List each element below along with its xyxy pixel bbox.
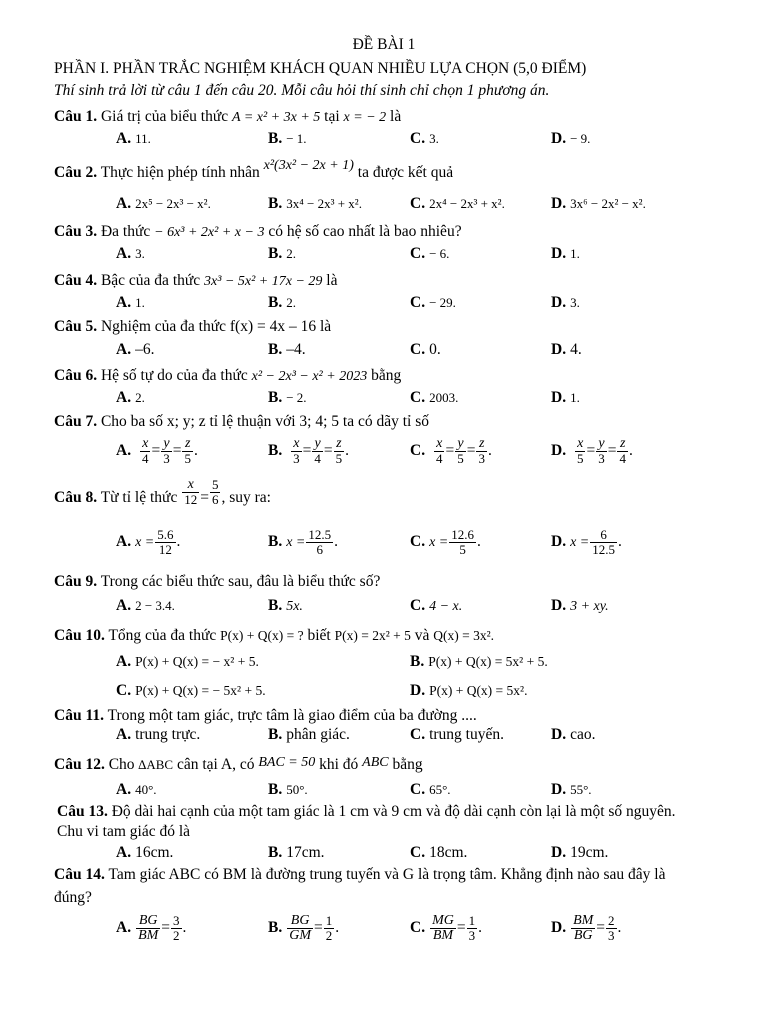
- question-number: Câu 7.: [54, 413, 98, 430]
- question-text: bằng: [392, 756, 423, 773]
- question-text: Cho ba số x; y; z tỉ lệ thuận với 3; 4; 5 ta có dãy tỉ số: [100, 413, 430, 430]
- question-text: Tam giác ABC có BM là đường trung tuyến và G là trọng tâm. Khẳng định nào sau đây là: [108, 866, 666, 883]
- option-d[interactable]: D. 1.: [551, 245, 580, 262]
- question-number: Câu 4.: [54, 272, 98, 289]
- option-a[interactable]: A. 2x⁵ − 2x³ − x².: [116, 195, 211, 212]
- option-d[interactable]: D. $\frac{x}{5}$ = $\frac{y}{3}$ = $\frac{z}{4}$ .: [551, 436, 633, 466]
- option-d[interactable]: D. $\frac{BM}{BG}$ = $\frac{2}{3}$ .: [551, 913, 622, 943]
- question-text: cân tại A, có: [176, 756, 255, 773]
- question-text: Cho: [108, 756, 135, 773]
- question-math: ∆ABC: [138, 757, 174, 772]
- option-c[interactable]: C. $\frac{MG}{BM}$ = $\frac{1}{3}$ .: [410, 913, 482, 943]
- option-d[interactable]: D. 1.: [551, 389, 580, 406]
- question-text: , suy ra:: [221, 489, 271, 507]
- question-math: BAC = 50: [258, 755, 316, 770]
- question-4: [54, 272, 719, 291]
- option-b[interactable]: B. $\frac{x}{3}$ = $\frac{y}{4}$ = $\frac{z}{5}$ .: [268, 436, 349, 466]
- option-b[interactable]: B. –4.: [268, 341, 306, 358]
- question-text: Bậc của đa thức: [100, 272, 201, 289]
- option-b[interactable]: B. 2.: [268, 245, 296, 262]
- question-number: Câu 10.: [54, 627, 105, 644]
- option-c[interactable]: C. − 6.: [410, 245, 450, 262]
- option-d[interactable]: D. P(x) + Q(x) = 5x².: [410, 682, 528, 699]
- option-a[interactable]: A. –6.: [116, 341, 155, 358]
- question-text: Giá trị của biểu thức: [100, 108, 229, 125]
- question-text: Trong các biểu thức sau, đâu là biểu thức số?: [100, 573, 381, 590]
- question-2: [54, 158, 719, 183]
- question-math: x²(3x² − 2x + 1): [263, 158, 354, 173]
- option-c[interactable]: C. P(x) + Q(x) = − 5x² + 5.: [116, 682, 266, 699]
- question-7: [54, 413, 719, 432]
- question-3: [54, 223, 719, 242]
- question-text: Thực hiện phép tính nhân: [100, 164, 260, 181]
- option-b[interactable]: B. 2.: [268, 294, 296, 311]
- question-8: Câu 8. Từ tỉ lệ thức $\frac{x}{12}$ = $\frac{5}{6}$ , suy ra:: [54, 477, 271, 507]
- option-a[interactable]: A. 2.: [116, 389, 145, 406]
- option-c[interactable]: C. 2x⁴ − 2x³ + x².: [410, 195, 505, 212]
- option-b[interactable]: B. P(x) + Q(x) = 5x² + 5.: [410, 653, 548, 670]
- question-number: Câu 3.: [54, 223, 98, 240]
- question-text: và: [414, 627, 430, 644]
- question-text: ta được kết quả: [357, 164, 454, 181]
- option-b[interactable]: B. − 2.: [268, 389, 307, 406]
- question-6: [54, 367, 719, 386]
- question-9: [54, 573, 719, 592]
- question-number: Câu 13.: [57, 803, 108, 820]
- option-c[interactable]: C. 18cm.: [410, 844, 468, 861]
- question-math: P(x) = 2x² + 5: [334, 628, 411, 644]
- question-12: [54, 756, 719, 775]
- question-text: biết: [307, 627, 331, 644]
- option-c[interactable]: C. 2003.: [410, 389, 459, 406]
- option-a[interactable]: A. $\frac{BG}{BM}$ = $\frac{3}{2}$ .: [116, 913, 187, 943]
- option-c[interactable]: C. 3.: [410, 130, 439, 147]
- option-a[interactable]: A. 2 − 3.4.: [116, 597, 175, 614]
- option-c[interactable]: C. trung tuyến.: [410, 726, 504, 743]
- question-math: Q(x) = 3x².: [433, 628, 495, 644]
- question-number: Câu 11.: [54, 707, 104, 724]
- question-text: là: [390, 108, 402, 125]
- option-a[interactable]: A. 3.: [116, 245, 145, 262]
- question-number: Câu 6.: [54, 367, 98, 384]
- option-a[interactable]: A. P(x) + Q(x) = − x² + 5.: [116, 653, 259, 670]
- question-number: Câu 12.: [54, 756, 105, 773]
- question-13: [57, 803, 722, 822]
- option-b[interactable]: B. 50°.: [268, 781, 308, 798]
- option-b[interactable]: B. − 1.: [268, 130, 307, 147]
- question-number: Câu 5.: [54, 318, 98, 335]
- option-b[interactable]: B. 3x⁴ − 2x³ + x².: [268, 195, 362, 212]
- instruction-text: Thí sinh trả lời từ câu 1 đến câu 20. Mỗi câu hỏi thí sinh chỉ chọn 1 phương án.: [54, 82, 550, 99]
- option-a[interactable]: A. 1.: [116, 294, 145, 311]
- question-text: có hệ số cao nhất là bao nhiêu?: [268, 223, 462, 240]
- option-c[interactable]: C. x = $\frac{12.6}{5}$ .: [410, 527, 481, 557]
- question-10: [54, 627, 719, 646]
- option-c[interactable]: C. 65°.: [410, 781, 451, 798]
- question-number: Câu 8.: [54, 489, 98, 507]
- option-a[interactable]: A. trung trực.: [116, 726, 201, 743]
- question-text: là: [326, 272, 338, 289]
- option-b[interactable]: B. $\frac{BG}{GM}$ = $\frac{1}{2}$ .: [268, 913, 340, 943]
- question-number: Câu 2.: [54, 164, 98, 181]
- option-d[interactable]: D. 3.: [551, 294, 580, 311]
- option-a[interactable]: A. $\frac{x}{4}$ = $\frac{y}{3}$ = $\frac{z}{5}$ .: [116, 436, 198, 466]
- option-d[interactable]: D. − 9.: [551, 130, 591, 147]
- question-14: [54, 866, 719, 885]
- option-a[interactable]: A. 11.: [116, 130, 151, 147]
- question-11: [54, 707, 719, 726]
- section-heading: PHẦN I. PHẦN TRẮC NGHIỆM KHÁCH QUAN NHIỀU LỰA CHỌN (5,0 ĐIỂM): [54, 60, 587, 77]
- option-d[interactable]: D. cao.: [551, 726, 596, 743]
- option-c[interactable]: C. 4 − x.: [410, 597, 463, 614]
- question-text: tại: [324, 108, 340, 125]
- option-b[interactable]: B. 5x.: [268, 597, 303, 614]
- option-c[interactable]: C. 0.: [410, 341, 441, 358]
- question-text: Tổng của đa thức: [108, 627, 217, 644]
- question-text: Hệ số tự do của đa thức: [100, 367, 248, 384]
- option-b[interactable]: B. x = $\frac{12.5}{6}$ .: [268, 527, 339, 557]
- option-d[interactable]: D. 4.: [551, 341, 582, 358]
- question-text: bằng: [371, 367, 402, 384]
- question-text: Nghiệm của đa thức f(x) = 4x – 16 là: [100, 318, 332, 335]
- option-d[interactable]: D. 19cm.: [551, 844, 609, 861]
- option-b[interactable]: B. 17cm.: [268, 844, 325, 861]
- question-number: Câu 9.: [54, 573, 98, 590]
- option-d[interactable]: D. 3 + xy.: [551, 597, 609, 614]
- option-d[interactable]: D. 55°.: [551, 781, 592, 798]
- question-1: [54, 108, 719, 127]
- option-b[interactable]: B. phân giác.: [268, 726, 350, 743]
- exam-title: ĐỀ BÀI 1: [352, 36, 416, 53]
- question-math: P(x) + Q(x) = ?: [220, 628, 304, 644]
- option-a[interactable]: A. 40°.: [116, 781, 157, 798]
- question-14-continued: đúng?: [54, 889, 92, 906]
- question-math: − 6x³ + 2x² + x − 3: [154, 225, 265, 240]
- question-math: x = − 2: [343, 110, 387, 125]
- question-text: Đa thức: [100, 223, 151, 240]
- question-number: Câu 1.: [54, 108, 98, 125]
- question-text: khi đó: [319, 756, 359, 773]
- option-a[interactable]: A. 16cm.: [116, 844, 174, 861]
- question-13-continued: Chu vi tam giác đó là: [57, 823, 191, 840]
- question-math: A = x² + 3x + 5: [232, 110, 321, 125]
- question-math: 3x³ − 5x² + 17x − 29: [204, 274, 323, 289]
- question-5: [54, 318, 719, 337]
- option-c[interactable]: C. − 29.: [410, 294, 456, 311]
- option-c[interactable]: C. $\frac{x}{4}$ = $\frac{y}{5}$ = $\frac{z}{3}$ .: [410, 436, 492, 466]
- option-d[interactable]: D. 3x⁶ − 2x² − x².: [551, 195, 646, 212]
- option-a[interactable]: A. x = $\frac{5.6}{12}$ .: [116, 527, 181, 557]
- question-text: Độ dài hai cạnh của một tam giác là 1 cm và 9 cm và độ dài cạnh còn lại là một số nguyên.: [111, 803, 676, 820]
- question-number: Câu 14.: [54, 866, 105, 883]
- question-text: Trong một tam giác, trực tâm là giao điểm của ba đường ....: [107, 707, 477, 724]
- question-math: ABC: [362, 755, 389, 770]
- question-text: Từ tỉ lệ thức: [100, 489, 178, 507]
- option-d[interactable]: D. x = $\frac{6}{12.5}$ .: [551, 527, 622, 557]
- question-math: x² − 2x³ − x² + 2023: [251, 369, 368, 384]
